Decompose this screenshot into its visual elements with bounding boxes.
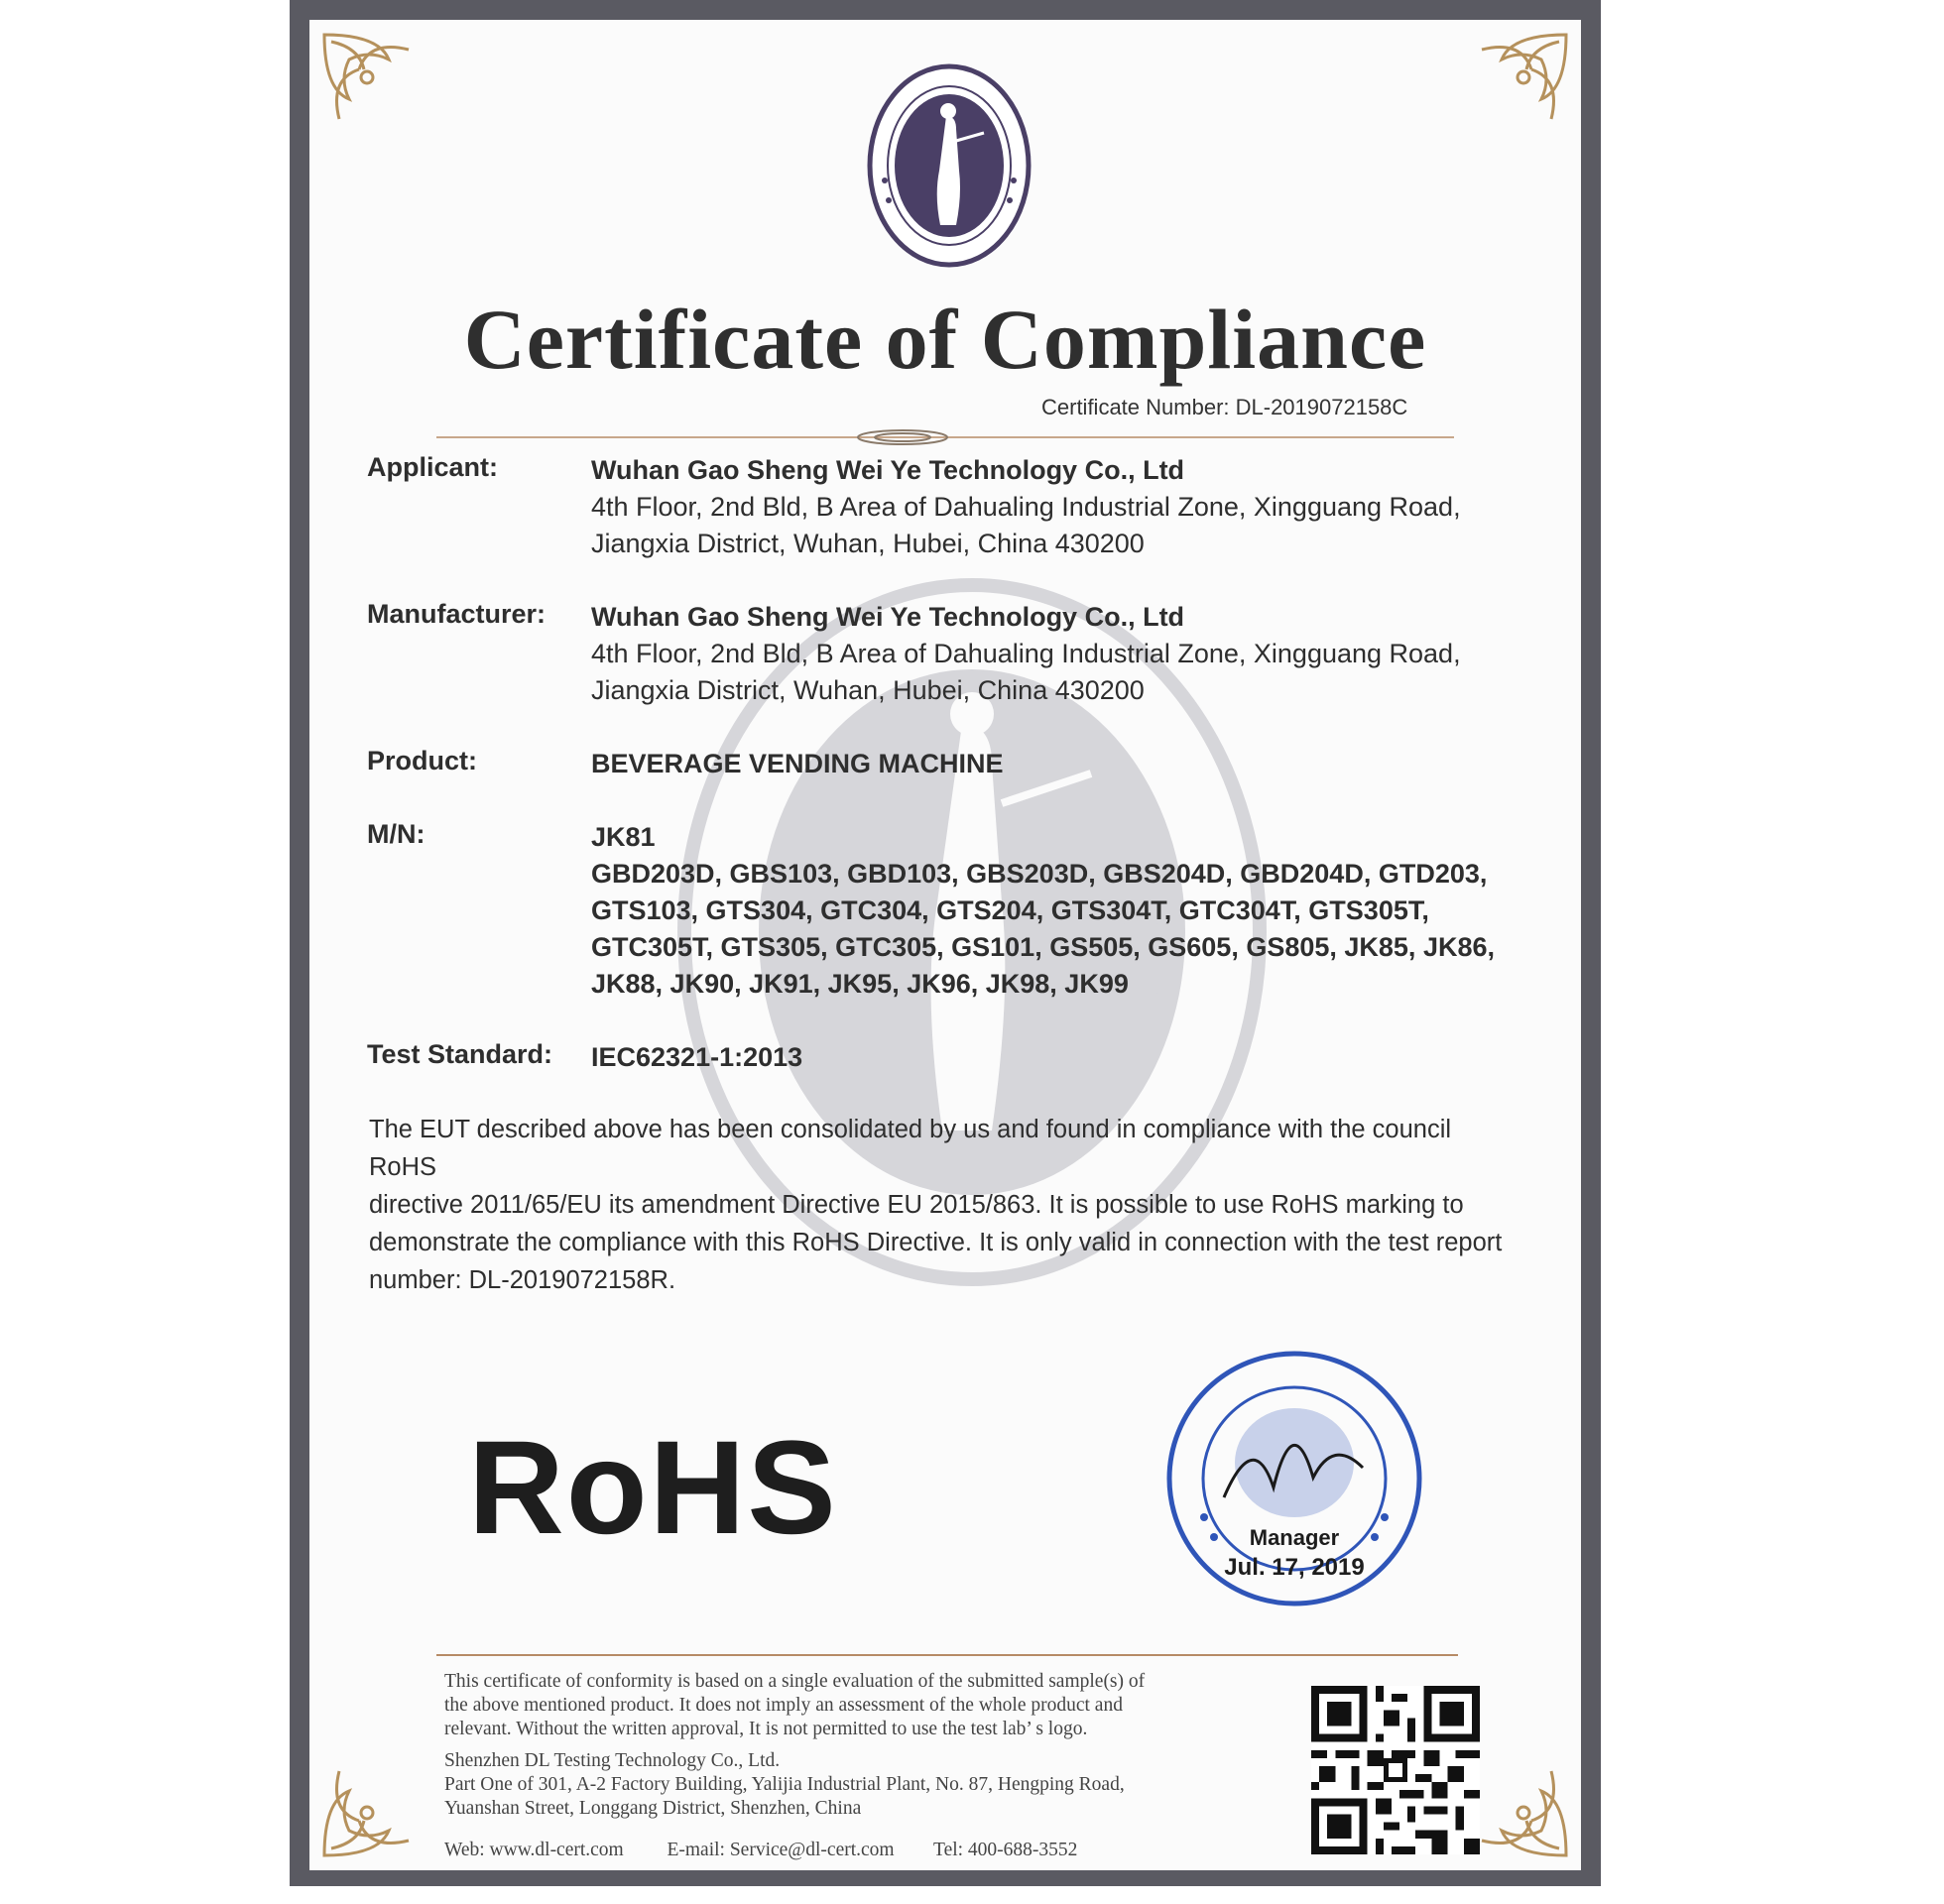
applicant-details: [591, 452, 1461, 562]
compliance-statement: [369, 1111, 1519, 1299]
test-standard-value: IEC62321-1:2013: [591, 1042, 803, 1072]
footer-contact: [444, 1839, 1077, 1862]
model-number-line: GBD203D, GBS103, GBD103, GBS203D, GBS204D, GBD204D, GTD203,: [591, 859, 1488, 889]
manufacturer-details: [591, 599, 1461, 709]
applicant-name: Wuhan Gao Sheng Wei Ye Technology Co., Ltd: [591, 455, 1185, 485]
contact-web: Web: www.dl-cert.com: [444, 1840, 624, 1860]
disclaimer-line: This certificate of conformity is based on a single evaluation of the submitted sample(s) of: [444, 1671, 1146, 1692]
footer-company: [444, 1749, 1125, 1821]
stamp-date: Jul. 17, 2019: [1224, 1554, 1365, 1581]
product-label: Product:: [367, 746, 477, 775]
applicant-label: Applicant:: [367, 452, 498, 482]
contact-email: E-mail: Service@dl-cert.com: [667, 1840, 895, 1860]
disclaimer-line: relevant. Without the written approval, It is not permitted to use the test lab’ s logo.: [444, 1719, 1088, 1739]
footer-divider: [436, 1654, 1458, 1656]
approval-stamp-icon: [1164, 1349, 1424, 1608]
statement-line: directive 2011/65/EU its amendment Directive EU 2015/863. It is possible to use RoHS marking to: [369, 1191, 1464, 1219]
product-value: BEVERAGE VENDING MACHINE: [591, 749, 1004, 778]
justice-logo-icon: [865, 61, 1033, 270]
certificate-number: Certificate Number: DL-2019072158C: [1041, 395, 1408, 419]
statement-line: number: DL-2019072158R.: [369, 1266, 676, 1294]
statement-line: The EUT described above has been consolidated by us and found in compliance with the council RoHS: [369, 1116, 1452, 1181]
contact-tel: Tel: 400-688-3552: [933, 1840, 1078, 1860]
title-divider: [436, 426, 1454, 448]
certificate-paper: [309, 20, 1581, 1870]
corner-ornament-icon: [1462, 30, 1571, 139]
certificate-title: Certificate of Compliance: [463, 292, 1427, 387]
rohs-mark: RoHS: [468, 1414, 838, 1562]
model-number-line: JK88, JK90, JK91, JK95, JK96, JK98, JK99: [591, 969, 1129, 999]
manufacturer-address-line: 4th Floor, 2nd Bld, B Area of Dahualing Industrial Zone, Xingguang Road,: [591, 639, 1461, 668]
model-number-line: GTS103, GTS304, GTC304, GTS204, GTS304T, GTC304T, GTS305T,: [591, 895, 1429, 925]
corner-ornament-icon: [319, 30, 428, 139]
test-standard-label: Test Standard:: [367, 1039, 553, 1069]
company-address-line: Part One of 301, A-2 Factory Building, Yalijia Industrial Plant, No. 87, Hengping Road,: [444, 1774, 1125, 1795]
applicant-address-line: Jiangxia District, Wuhan, Hubei, China 430200: [591, 529, 1145, 558]
applicant-address-line: 4th Floor, 2nd Bld, B Area of Dahualing Industrial Zone, Xingguang Road,: [591, 492, 1461, 522]
model-number-line: GTC305T, GTS305, GTC305, GS101, GS505, GS605, GS805, JK85, JK86,: [591, 932, 1495, 962]
company-address-line: Yuanshan Street, Longgang District, Shenzhen, China: [444, 1798, 862, 1819]
disclaimer-line: the above mentioned product. It does not imply an assessment of the whole product and: [444, 1695, 1123, 1716]
manufacturer-label: Manufacturer:: [367, 599, 547, 629]
model-number-list: [591, 819, 1495, 1003]
footer-disclaimer: [444, 1670, 1145, 1741]
model-number-label: M/N:: [367, 819, 425, 849]
manufacturer-name: Wuhan Gao Sheng Wei Ye Technology Co., Ltd: [591, 602, 1185, 632]
stamp-role: Manager: [1249, 1525, 1340, 1550]
qr-code-icon: [1311, 1686, 1480, 1854]
model-number-line: JK81: [591, 822, 656, 852]
manufacturer-address-line: Jiangxia District, Wuhan, Hubei, China 430200: [591, 675, 1145, 705]
company-name: Shenzhen DL Testing Technology Co., Ltd.: [444, 1750, 781, 1771]
statement-line: demonstrate the compliance with this RoHS Directive. It is only valid in connection with the test report: [369, 1229, 1503, 1256]
corner-ornament-icon: [319, 1751, 428, 1860]
